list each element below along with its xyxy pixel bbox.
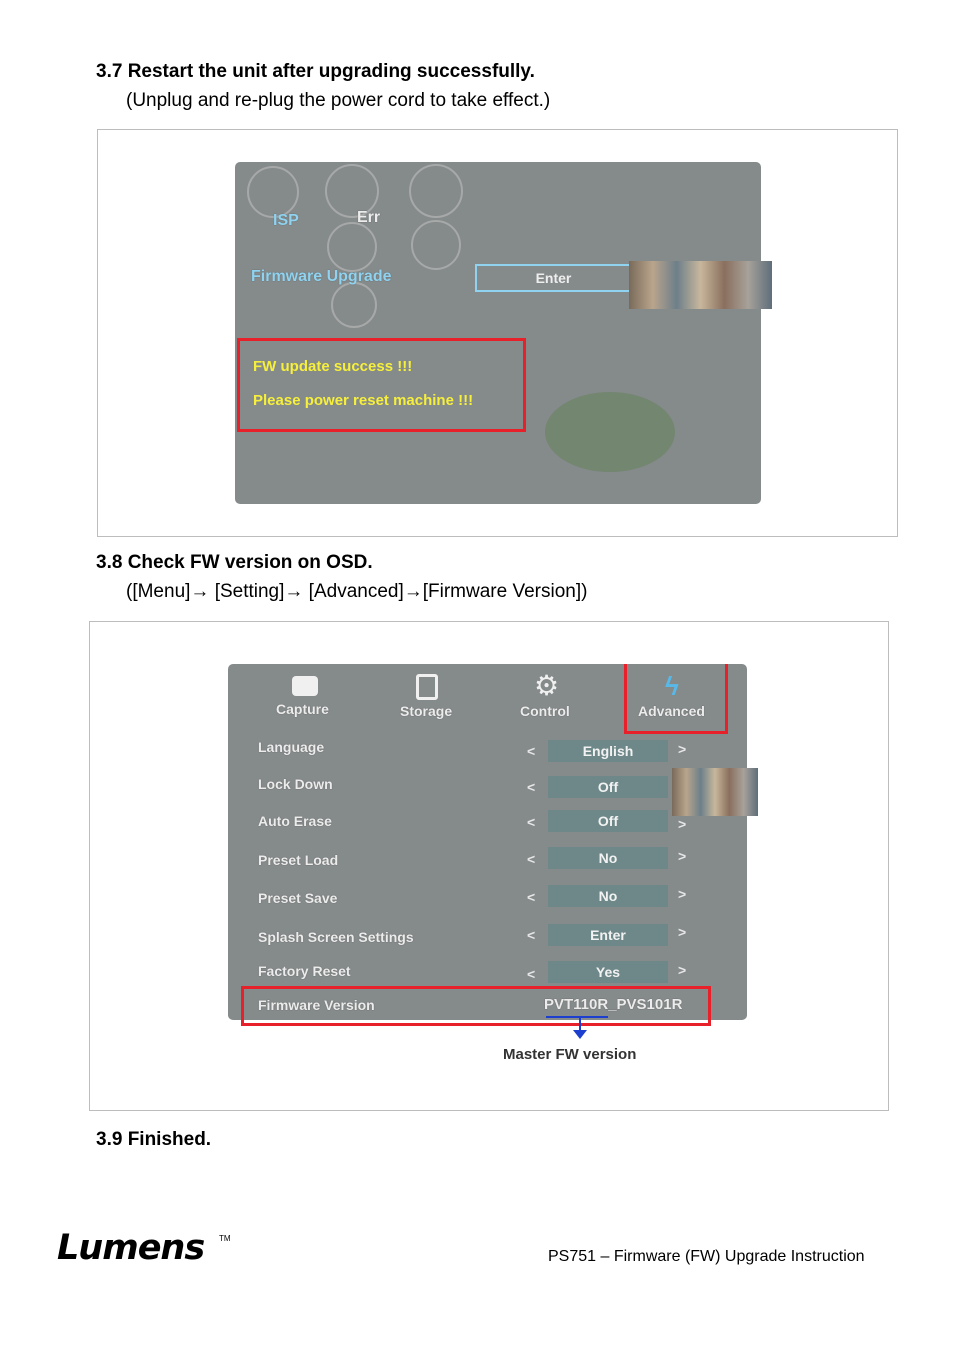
screenshot-frame-1 (97, 129, 898, 537)
success-message-line2: Please power reset machine !!! (253, 392, 474, 409)
master-fw-annotation: Master FW version (503, 1046, 637, 1063)
osd-screen-advanced (228, 664, 747, 1020)
tab-storage[interactable]: Storage (400, 703, 453, 719)
row-value-preset-save[interactable]: No (548, 885, 668, 907)
mouse-icon (331, 282, 377, 328)
row-label-firmware-version: Firmware Version (258, 997, 375, 1013)
row-value-language[interactable]: English (548, 740, 668, 762)
arrow-left-icon[interactable]: < (527, 889, 536, 905)
row-label-lock-down: Lock Down (258, 776, 333, 792)
row-label-preset-save: Preset Save (258, 890, 338, 906)
arrow-right-icon[interactable]: > (678, 924, 687, 940)
row-value-lock-down[interactable]: Off (548, 776, 668, 798)
section-3-8-heading: 3.8 Check FW version on OSD. (96, 552, 373, 573)
camera-icon (292, 676, 318, 696)
success-message-highlight (237, 338, 526, 432)
camera-icon (411, 220, 461, 270)
save-icon (416, 674, 438, 700)
arrow-left-icon[interactable]: < (527, 779, 536, 795)
row-label-preset-load: Preset Load (258, 852, 339, 868)
row-label-language: Language (258, 739, 325, 755)
firmware-version-highlight (241, 986, 711, 1026)
arrow-left-icon[interactable]: < (527, 743, 536, 759)
err-label: Err (357, 209, 381, 226)
firmware-version-value: PVT110R_PVS101R (544, 996, 683, 1013)
lumens-logo: Lumens (57, 1228, 205, 1268)
tab-control[interactable]: Control (520, 703, 570, 719)
row-value-auto-erase[interactable]: Off (548, 810, 668, 832)
tab-advanced[interactable]: Advanced (638, 703, 705, 719)
people-photo (672, 768, 758, 816)
row-value-preset-load[interactable]: No (548, 847, 668, 869)
arrow-down-icon (573, 1030, 587, 1039)
firmware-upgrade-label: Firmware Upgrade (251, 268, 392, 285)
lightning-icon: ϟ (665, 671, 679, 701)
row-value-factory-reset[interactable]: Yes (548, 961, 668, 983)
advanced-tab-highlight (624, 664, 728, 734)
screenshot-frame-2 (89, 621, 889, 1111)
success-message-line1: FW update success !!! (253, 358, 413, 375)
row-label-auto-erase: Auto Erase (258, 813, 332, 829)
arrow-right-icon[interactable]: > (678, 848, 687, 864)
arrow-right-icon[interactable]: > (678, 886, 687, 902)
section-3-7-note: (Unplug and re-plug the power cord to take effect.) (126, 90, 551, 111)
section-3-9-heading: 3.9 Finished. (96, 1129, 212, 1150)
document-title: PS751 – Firmware (FW) Upgrade Instruction (548, 1248, 865, 1265)
row-label-splash-screen: Splash Screen Settings (258, 929, 414, 945)
arrow-left-icon[interactable]: < (527, 851, 536, 867)
arrow-left-icon[interactable]: < (527, 927, 536, 943)
arrow-left-icon[interactable]: < (527, 814, 536, 830)
osd-screen-upgrade (235, 162, 761, 504)
camera-icon (409, 164, 463, 218)
arrow-right-icon[interactable]: > (678, 741, 687, 757)
section-3-7-heading: 3.7 Restart the unit after upgrading successfully. (96, 61, 535, 82)
section-3-8-path: ([Menu]→ [Setting]→ [Advanced]→[Firmware Version]) (126, 581, 588, 602)
camera-icon (247, 166, 299, 218)
people-photo (629, 261, 772, 309)
row-label-factory-reset: Factory Reset (258, 963, 351, 979)
enter-button[interactable]: Enter (475, 264, 632, 292)
isp-label: ISP (273, 212, 299, 229)
camera-icon (327, 222, 377, 272)
background-graphic (545, 392, 675, 472)
row-value-splash-screen[interactable]: Enter (548, 924, 668, 946)
tab-capture[interactable]: Capture (276, 701, 329, 717)
arrow-left-icon[interactable]: < (527, 966, 536, 982)
arrow-right-icon[interactable]: > (678, 962, 687, 978)
trademark-mark: TM (219, 1234, 231, 1243)
gear-icon: ⚙ (534, 670, 560, 701)
arrow-right-icon[interactable]: > (678, 816, 687, 832)
